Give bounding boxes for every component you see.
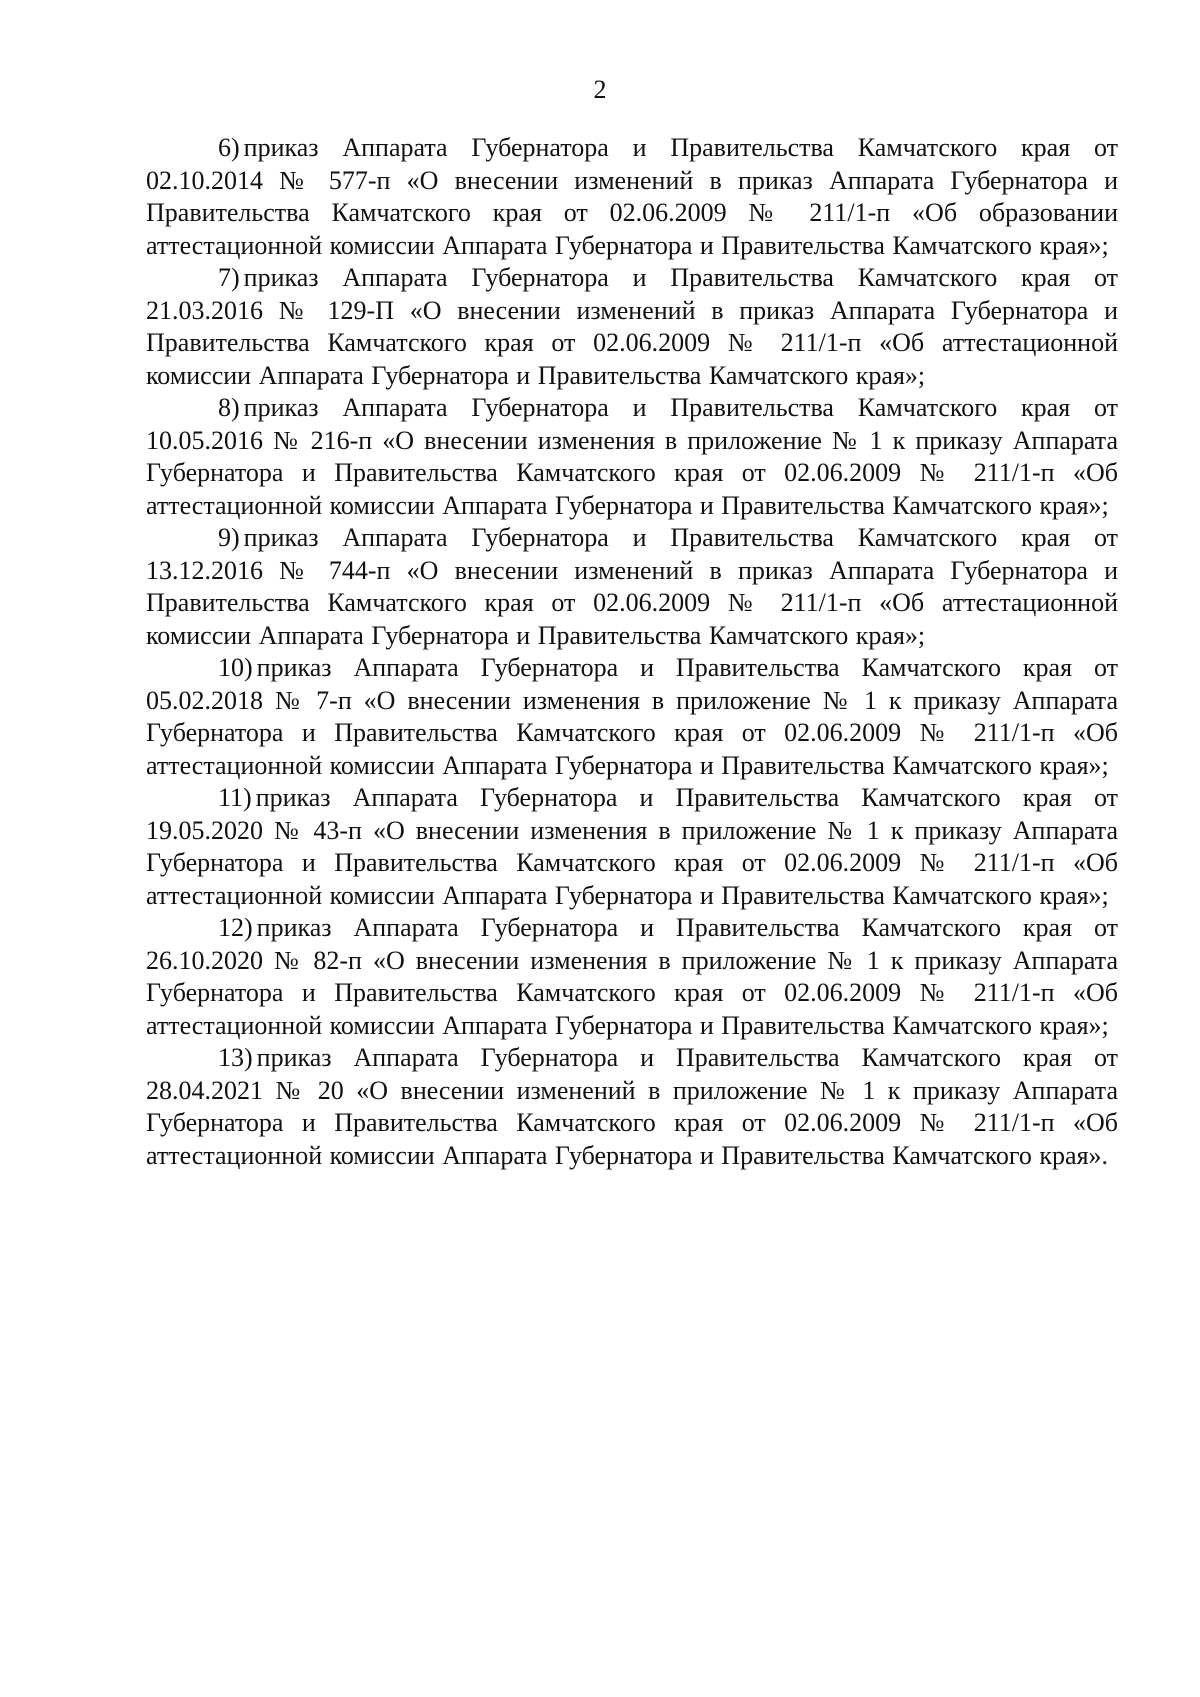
item-number: 12) [218, 913, 253, 942]
item-text: приказ Аппарата Губернатора и Правительства Камчатского края от 05.02.2018 № 7-п «О внесении изменения в приложение № 1 к приказу Аппарата Губернатора и Правительства Камчатского края от 02.06.2009 № 211/1-п «Об аттестационной комиссии Аппарата Губернатора и Правительства Камчатского края»; [146, 653, 1118, 780]
item-text: приказ Аппарата Губернатора и Правительства Камчатского края от 26.10.2020 № 82-п «О внесении изменения в приложение № 1 к приказу Аппарата Губернатора и Правительства Камчатского края от 02.06.2009 № 211/1-п «Об аттестационной комиссии Аппарата Губернатора и Правительства Камчатского края»; [146, 913, 1118, 1040]
list-item [146, 912, 1118, 1042]
item-number: 13) [218, 1043, 253, 1072]
item-number: 11) [218, 783, 252, 812]
list-item [146, 782, 1118, 912]
list-item [146, 132, 1118, 262]
item-text: приказ Аппарата Губернатора и Правительства Камчатского края от 28.04.2021 № 20 «О внесении изменений в приложение № 1 к приказу Аппарата Губернатора и Правительства Камчатского края от 02.06.2009 № 211/1-п «Об аттестационной комиссии Аппарата Губернатора и Правительства Камчатского края». [146, 1043, 1118, 1170]
item-text: приказ Аппарата Губернатора и Правительства Камчатского края от 13.12.2016 № 744-п «О внесении изменений в приказ Аппарата Губернатора и Правительства Камчатского края от 02.06.2009 № 211/1-п «Об аттестационной комиссии Аппарата Губернатора и Правительства Камчатского края»; [146, 523, 1118, 650]
page-number: 2 [593, 75, 607, 104]
item-text: приказ Аппарата Губернатора и Правительства Камчатского края от 10.05.2016 № 216-п «О внесении изменения в приложение № 1 к приказу Аппарата Губернатора и Правительства Камчатского края от 02.06.2009 № 211/1-п «Об аттестационной комиссии Аппарата Губернатора и Правительства Камчатского края»; [146, 393, 1118, 520]
list-item [146, 652, 1118, 782]
list-item [146, 522, 1118, 652]
item-text: приказ Аппарата Губернатора и Правительства Камчатского края от 02.10.2014 № 577-п «О внесении изменений в приказ Аппарата Губернатора и Правительства Камчатского края от 02.06.2009 № 211/1-п «Об образовании аттестационной комиссии Аппарата Губернатора и Правительства Камчатского края»; [146, 133, 1118, 260]
item-text: приказ Аппарата Губернатора и Правительства Камчатского края от 21.03.2016 № 129-П «О внесении изменений в приказ Аппарата Губернатора и Правительства Камчатского края от 02.06.2009 № 211/1-п «Об аттестационной комиссии Аппарата Губернатора и Правительства Камчатского края»; [146, 263, 1118, 390]
list-item [146, 262, 1118, 392]
item-number: 6) [218, 133, 240, 162]
document-body [146, 132, 1118, 1172]
item-number: 9) [218, 523, 240, 552]
item-number: 8) [218, 393, 240, 422]
item-number: 10) [218, 653, 253, 682]
list-item [146, 392, 1118, 522]
item-number: 7) [218, 263, 240, 292]
item-text: приказ Аппарата Губернатора и Правительства Камчатского края от 19.05.2020 № 43-п «О внесении изменения в приложение № 1 к приказу Аппарата Губернатора и Правительства Камчатского края от 02.06.2009 № 211/1-п «Об аттестационной комиссии Аппарата Губернатора и Правительства Камчатского края»; [146, 783, 1118, 910]
list-item [146, 1042, 1118, 1172]
